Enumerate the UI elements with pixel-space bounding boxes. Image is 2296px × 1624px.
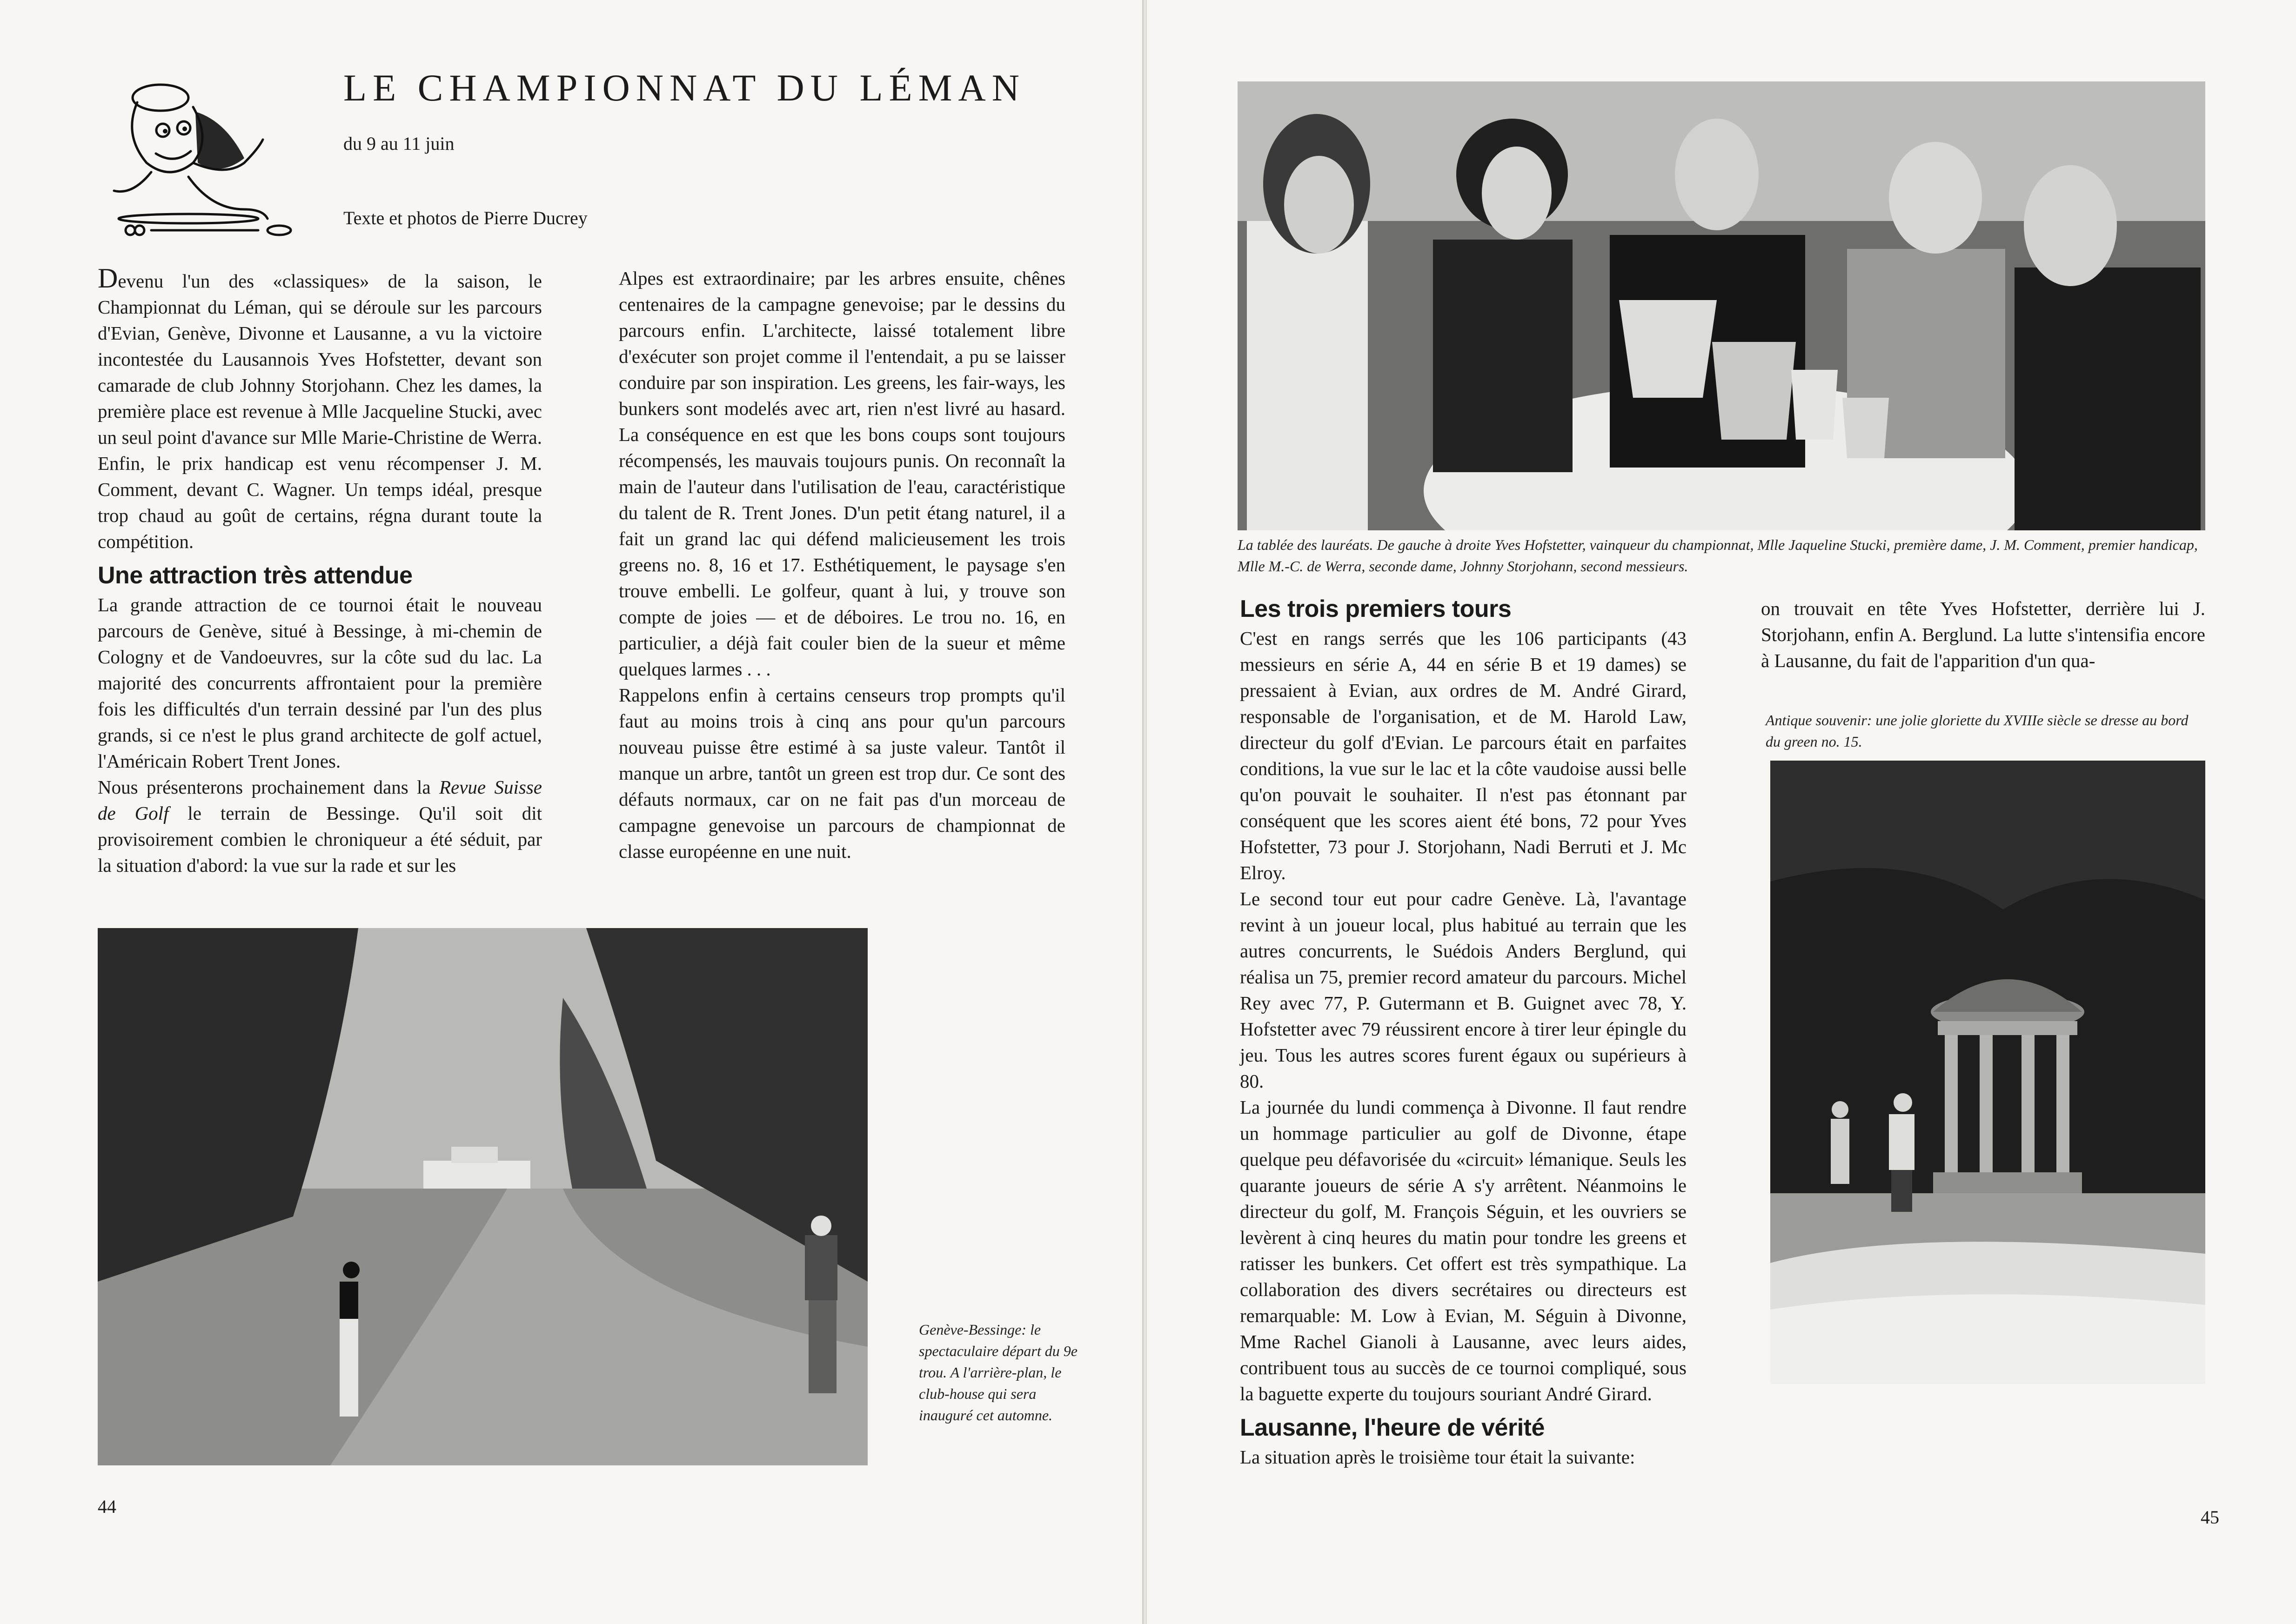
left-column-1 — [98, 265, 542, 878]
tours-paragraph-3: La journée du lundi commença à Divonne. Il faut rendre un hommage particulier au golf de Divonne, étape quelque peu défavorisée du «circuit» lémanique. Seuls les quarante joueurs de série A s'y arrêtent. Néanmoins le directeur du golf, M. François Séguin, et les ouvriers se levèrent à cinq heures du matin pour tondre les greens et ratisser les bunkers. Cet offert est très sympathique. La collaboration des divers secrétaires ou directeurs est remarquable: M. Low à Evian, M. Séguin à Divonne, Mme Rachel Gianoli à Lausanne, avec leurs aides, contribuent tous au succès de ce tournoi compliqué, sous la baguette experte du toujours souriant André Girard. — [1240, 1096, 1687, 1404]
intro-paragraph: Devenu l'un des «classiques» de la saison, le Championnat du Léman, qui se déroule sur les parcours d'Evian, Genève, Divonne et Lausanne, a vu la victoire incontestée du Lausannois Yves Hofstetter, devant son camarade de club Johnny Storjohann. Chez les dames, la première place est revenue à Mlle Jacqueline Stucki, avec un seul point d'avance sur Mlle Marie-Christine de Werra. Enfin, le prix handicap est venu récompenser J. M. Comment, devant C. Wagner. Un temps idéal, presque trop chaud au goût de certains, régna durant toute la compétition. — [98, 263, 542, 552]
lausanne-paragraph-1: La situation après le troisième tour était la suivante: — [1240, 1446, 1635, 1468]
right-column-1 — [1240, 595, 1687, 1470]
col2-paragraph-1: Alpes est extraordinaire; par les arbres ensuite, chênes centenaires de la campagne genevoise; par le dessins du parcours enfin. L'architecte, laissé totalement libre d'exécuter son projet comme il l'entendait, a pu se laisser conduire par son inspiration. Les greens, les fair-ways, les bunkers sont modelés avec art, rien n'est livré au hasard. La conséquence en est que les bons coups sont toujours récompensés, les mauvais toujours punis. On reconnaît la main de l'auteur dans l'utilisation de l'eau, caractéristique du talent de R. Trent Jones. D'un petit étang naturel, il a fait un grand lac qui défend malicieusement les trois greens no. 8, 16 et 17. Esthétiquement, le paysage s'en trouve embelli. Le golfeur, quant à lui, y trouve son compte de joies — et de déboires. Le trou no. 16, en particulier, a déjà fait couler bien de la sueur et même quelques larmes . . . — [619, 267, 1065, 680]
gloriette-caption: Antique souvenir: une jolie gloriette du XVIIIe siècle se dresse au bord du green no. 15. — [1766, 712, 2189, 750]
heading-tours: Les trois premiers tours — [1240, 595, 1512, 622]
page-number-right: 45 — [2201, 1507, 2219, 1528]
tours-paragraph-2: Le second tour eut pour cadre Genève. Là, l'avantage revint à un joueur local, plus habitué au terrain que les autres concurrents, le Suédois Anders Berglund, qui réalisa un 75, premier record amateur du parcours. Michel Rey avec 77, P. Gutermann et B. Guignet avec 78, Y. Hofstetter avec 79 réussirent encore à tirer leur épingle du jeu. Tous les autres scores furent égaux ou supérieurs à 80. — [1240, 888, 1687, 1092]
right-page — [1147, 0, 2296, 1624]
golfer-cartoon-logo — [105, 70, 295, 242]
col2-paragraph-2: Rappelons enfin à certains censeurs trop prompts qu'il faut au moins trois à cinq ans pour qu'un parcours nouveau puisse être estimé à sa juste valeur. Tantôt il manque un arbre, tantôt un green est trop dur. Ce sont des défauts normaux, car on ne fait pas d'un morceau de campagne genevoise un parcours de championnat de classe européenne en une nuit. — [619, 684, 1065, 862]
gloriette-photo — [1770, 761, 2205, 1384]
tours-paragraph-1: C'est en rangs serrés que les 106 participants (43 messieurs en série A, 44 en série B et 19 dames) se pressaient à Evian, aux ordres de M. André Girard, responsable de l'organisation, et de M. Harold Law, directeur du golf d'Evian. Le parcours était en parfaites conditions, la vue sur le lac et la côte vaudoise aussi belle qu'on pouvait le souhaiter. Il n'est pas étonnant par conséquent que les scores aient été bons, 72 pour Yves Hofstetter, 73 pour J. Storjohann, Nadi Berruti et J. Mc Elroy. — [1240, 628, 1687, 883]
page-number-left: 44 — [98, 1496, 116, 1517]
laureates-photo — [1238, 81, 2205, 530]
golf-photo-caption: Genève-Bessinge: le spectaculaire départ du 9e trou. A l'arrière-plan, le club-house qui sera inauguré cet automne. — [919, 1321, 1078, 1424]
article-title: LE CHAMPIONNAT DU LÉMAN — [343, 67, 1025, 109]
laureates-caption: La tablée des lauréats. De gauche à droite Yves Hofstetter, vainqueur du championnat, Mlle Jaqueline Stucki, première dame, J. M. Comment, premier handicap, Mlle M.-C. de Werra, seconde dame, Johnny Storjohann, second messieurs. — [1238, 536, 2198, 575]
golf-course-photo — [98, 928, 868, 1465]
right-col2-paragraph-1: on trouvait en tête Yves Hofstetter, derrière lui J. Storjohann, enfin A. Berglund. La lutte s'intensifia encore à Lausanne, du fait de l'apparition d'un qua- — [1761, 598, 2205, 671]
attraction-paragraph-2: Nous présenterons prochainement dans la Revue Suisse de Golf le terrain de Bessinge. Qu'il soit dit provisoirement combien le chroniqueur a été séduit, par la situation d'abord: la vue sur la rade et sur les — [98, 776, 542, 876]
heading-lausanne: Lausanne, l'heure de vérité — [1240, 1414, 1545, 1441]
heading-attraction: Une attraction très attendue — [98, 562, 413, 589]
right-column-2 — [1761, 595, 2205, 674]
attraction-paragraph-1: La grande attraction de ce tournoi était le nouveau parcours de Genève, situé à Bessinge, à mi-chemin de Cologny et de Vandoeuvres, sur la côte sud du lac. La majorité des concurrents affrontaient pour la première fois les difficultés d'un terrain dessiné par l'un des plus grands, si ce n'est le plus grand architecte de golf actuel, l'Américain Robert Trent Jones. — [98, 594, 542, 772]
article-credit: Texte et photos de Pierre Ducrey — [343, 207, 588, 228]
left-column-2 — [619, 265, 1065, 864]
article-dates: du 9 au 11 juin — [343, 133, 455, 154]
page-gutter — [1142, 0, 1147, 1624]
left-page — [0, 0, 1142, 1624]
drop-cap: D — [98, 263, 118, 294]
